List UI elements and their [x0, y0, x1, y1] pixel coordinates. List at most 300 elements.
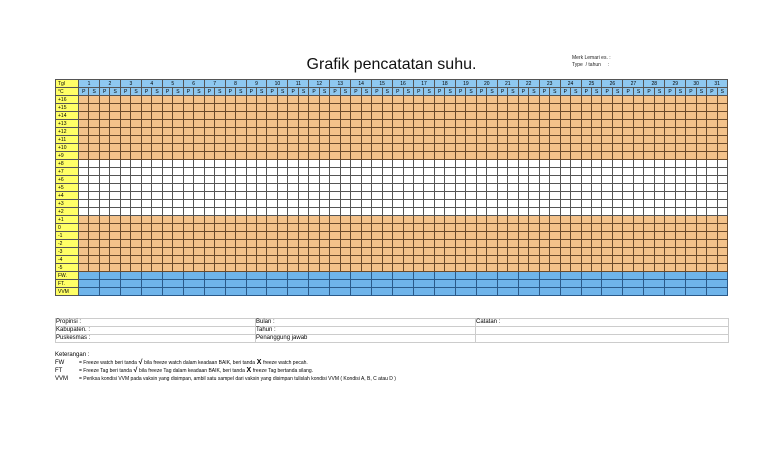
temperature-cell[interactable]	[372, 248, 382, 256]
temperature-cell[interactable]	[382, 184, 392, 192]
temperature-cell[interactable]	[591, 224, 601, 232]
temperature-cell[interactable]	[288, 136, 298, 144]
temperature-cell[interactable]	[539, 184, 549, 192]
temperature-cell[interactable]	[99, 248, 109, 256]
temperature-cell[interactable]	[99, 136, 109, 144]
temperature-cell[interactable]	[110, 192, 120, 200]
temperature-cell[interactable]	[225, 208, 235, 216]
temperature-cell[interactable]	[529, 120, 539, 128]
temperature-cell[interactable]	[162, 232, 172, 240]
temperature-cell[interactable]	[633, 128, 643, 136]
temperature-cell[interactable]	[571, 136, 581, 144]
temperature-cell[interactable]	[361, 216, 371, 224]
temperature-cell[interactable]	[236, 184, 246, 192]
temperature-cell[interactable]	[707, 248, 717, 256]
temperature-cell[interactable]	[110, 176, 120, 184]
temperature-cell[interactable]	[256, 120, 266, 128]
temperature-cell[interactable]	[246, 152, 256, 160]
temperature-cell[interactable]	[288, 224, 298, 232]
temperature-cell[interactable]	[581, 264, 591, 272]
temperature-cell[interactable]	[183, 152, 193, 160]
indicator-cell[interactable]	[141, 272, 162, 280]
temperature-cell[interactable]	[602, 256, 612, 264]
temperature-cell[interactable]	[361, 152, 371, 160]
temperature-cell[interactable]	[309, 264, 319, 272]
temperature-cell[interactable]	[403, 240, 413, 248]
temperature-cell[interactable]	[434, 192, 444, 200]
temperature-cell[interactable]	[215, 160, 225, 168]
temperature-cell[interactable]	[445, 144, 455, 152]
temperature-cell[interactable]	[330, 216, 340, 224]
temperature-cell[interactable]	[99, 264, 109, 272]
temperature-cell[interactable]	[215, 240, 225, 248]
temperature-cell[interactable]	[141, 104, 151, 112]
temperature-cell[interactable]	[225, 104, 235, 112]
temperature-cell[interactable]	[581, 200, 591, 208]
temperature-cell[interactable]	[393, 224, 403, 232]
temperature-cell[interactable]	[162, 168, 172, 176]
temperature-cell[interactable]	[560, 200, 570, 208]
indicator-cell[interactable]	[309, 280, 330, 288]
temperature-cell[interactable]	[696, 256, 706, 264]
temperature-cell[interactable]	[508, 256, 518, 264]
temperature-cell[interactable]	[319, 232, 329, 240]
temperature-cell[interactable]	[508, 248, 518, 256]
temperature-cell[interactable]	[665, 120, 675, 128]
temperature-cell[interactable]	[225, 168, 235, 176]
temperature-cell[interactable]	[581, 144, 591, 152]
temperature-cell[interactable]	[633, 264, 643, 272]
temperature-cell[interactable]	[89, 256, 99, 264]
temperature-cell[interactable]	[141, 136, 151, 144]
indicator-cell[interactable]	[99, 288, 120, 296]
temperature-cell[interactable]	[476, 216, 486, 224]
temperature-cell[interactable]	[518, 248, 528, 256]
temperature-cell[interactable]	[508, 144, 518, 152]
temperature-cell[interactable]	[246, 136, 256, 144]
temperature-cell[interactable]	[571, 112, 581, 120]
temperature-cell[interactable]	[99, 176, 109, 184]
temperature-cell[interactable]	[256, 232, 266, 240]
temperature-cell[interactable]	[215, 112, 225, 120]
temperature-cell[interactable]	[550, 216, 560, 224]
temperature-cell[interactable]	[518, 200, 528, 208]
temperature-cell[interactable]	[675, 128, 685, 136]
temperature-cell[interactable]	[120, 216, 130, 224]
temperature-cell[interactable]	[183, 136, 193, 144]
temperature-cell[interactable]	[539, 152, 549, 160]
temperature-cell[interactable]	[434, 256, 444, 264]
temperature-cell[interactable]	[110, 232, 120, 240]
temperature-cell[interactable]	[696, 160, 706, 168]
temperature-cell[interactable]	[131, 232, 141, 240]
temperature-cell[interactable]	[539, 104, 549, 112]
temperature-cell[interactable]	[340, 96, 350, 104]
temperature-cell[interactable]	[455, 184, 465, 192]
temperature-cell[interactable]	[686, 96, 696, 104]
temperature-cell[interactable]	[99, 200, 109, 208]
indicator-cell[interactable]	[602, 288, 623, 296]
temperature-cell[interactable]	[277, 104, 287, 112]
temperature-cell[interactable]	[623, 200, 633, 208]
temperature-cell[interactable]	[194, 136, 204, 144]
temperature-cell[interactable]	[215, 264, 225, 272]
temperature-cell[interactable]	[623, 256, 633, 264]
temperature-cell[interactable]	[696, 248, 706, 256]
temperature-cell[interactable]	[382, 96, 392, 104]
indicator-cell[interactable]	[476, 272, 497, 280]
indicator-cell[interactable]	[560, 288, 581, 296]
temperature-cell[interactable]	[288, 200, 298, 208]
temperature-cell[interactable]	[602, 176, 612, 184]
temperature-cell[interactable]	[707, 208, 717, 216]
temperature-cell[interactable]	[194, 216, 204, 224]
temperature-cell[interactable]	[571, 240, 581, 248]
temperature-cell[interactable]	[665, 176, 675, 184]
temperature-cell[interactable]	[560, 112, 570, 120]
temperature-cell[interactable]	[581, 184, 591, 192]
temperature-cell[interactable]	[476, 104, 486, 112]
temperature-cell[interactable]	[612, 128, 622, 136]
temperature-cell[interactable]	[89, 192, 99, 200]
temperature-cell[interactable]	[194, 240, 204, 248]
indicator-cell[interactable]	[162, 272, 183, 280]
temperature-cell[interactable]	[508, 128, 518, 136]
temperature-cell[interactable]	[445, 128, 455, 136]
temperature-cell[interactable]	[445, 112, 455, 120]
temperature-cell[interactable]	[351, 192, 361, 200]
temperature-cell[interactable]	[445, 120, 455, 128]
temperature-cell[interactable]	[403, 192, 413, 200]
temperature-cell[interactable]	[633, 248, 643, 256]
temperature-cell[interactable]	[466, 232, 476, 240]
temperature-cell[interactable]	[466, 264, 476, 272]
temperature-cell[interactable]	[675, 176, 685, 184]
temperature-cell[interactable]	[686, 256, 696, 264]
temperature-cell[interactable]	[351, 128, 361, 136]
temperature-cell[interactable]	[686, 184, 696, 192]
temperature-cell[interactable]	[497, 256, 507, 264]
temperature-cell[interactable]	[89, 96, 99, 104]
temperature-cell[interactable]	[518, 168, 528, 176]
temperature-cell[interactable]	[141, 200, 151, 208]
temperature-cell[interactable]	[539, 216, 549, 224]
temperature-cell[interactable]	[372, 104, 382, 112]
temperature-cell[interactable]	[309, 208, 319, 216]
temperature-cell[interactable]	[707, 224, 717, 232]
temperature-cell[interactable]	[414, 256, 424, 264]
temperature-cell[interactable]	[466, 136, 476, 144]
temperature-cell[interactable]	[675, 240, 685, 248]
temperature-cell[interactable]	[204, 160, 214, 168]
temperature-cell[interactable]	[79, 208, 89, 216]
temperature-cell[interactable]	[539, 192, 549, 200]
temperature-cell[interactable]	[560, 96, 570, 104]
indicator-cell[interactable]	[162, 288, 183, 296]
temperature-cell[interactable]	[403, 128, 413, 136]
temperature-cell[interactable]	[633, 216, 643, 224]
temperature-cell[interactable]	[372, 160, 382, 168]
temperature-cell[interactable]	[131, 104, 141, 112]
temperature-cell[interactable]	[298, 112, 308, 120]
temperature-cell[interactable]	[277, 136, 287, 144]
temperature-cell[interactable]	[717, 152, 727, 160]
temperature-cell[interactable]	[330, 104, 340, 112]
temperature-cell[interactable]	[654, 96, 664, 104]
temperature-cell[interactable]	[654, 248, 664, 256]
temperature-cell[interactable]	[602, 144, 612, 152]
temperature-cell[interactable]	[654, 200, 664, 208]
temperature-cell[interactable]	[152, 120, 162, 128]
temperature-cell[interactable]	[99, 192, 109, 200]
temperature-cell[interactable]	[89, 208, 99, 216]
temperature-cell[interactable]	[120, 160, 130, 168]
temperature-cell[interactable]	[393, 200, 403, 208]
indicator-cell[interactable]	[246, 280, 267, 288]
temperature-cell[interactable]	[717, 256, 727, 264]
temperature-cell[interactable]	[267, 224, 277, 232]
temperature-cell[interactable]	[393, 184, 403, 192]
temperature-cell[interactable]	[236, 208, 246, 216]
temperature-cell[interactable]	[686, 200, 696, 208]
temperature-cell[interactable]	[529, 192, 539, 200]
temperature-cell[interactable]	[351, 176, 361, 184]
indicator-cell[interactable]	[644, 272, 665, 280]
temperature-cell[interactable]	[152, 128, 162, 136]
temperature-cell[interactable]	[665, 208, 675, 216]
temperature-cell[interactable]	[173, 128, 183, 136]
temperature-cell[interactable]	[414, 152, 424, 160]
temperature-cell[interactable]	[131, 216, 141, 224]
temperature-cell[interactable]	[665, 216, 675, 224]
temperature-cell[interactable]	[131, 184, 141, 192]
temperature-cell[interactable]	[675, 152, 685, 160]
temperature-cell[interactable]	[529, 136, 539, 144]
temperature-cell[interactable]	[602, 240, 612, 248]
temperature-cell[interactable]	[319, 240, 329, 248]
temperature-cell[interactable]	[602, 224, 612, 232]
temperature-cell[interactable]	[591, 160, 601, 168]
temperature-cell[interactable]	[497, 208, 507, 216]
indicator-cell[interactable]	[497, 280, 518, 288]
temperature-cell[interactable]	[633, 152, 643, 160]
temperature-cell[interactable]	[591, 264, 601, 272]
temperature-cell[interactable]	[581, 152, 591, 160]
temperature-cell[interactable]	[131, 176, 141, 184]
temperature-cell[interactable]	[539, 240, 549, 248]
temperature-cell[interactable]	[497, 112, 507, 120]
temperature-cell[interactable]	[183, 104, 193, 112]
temperature-cell[interactable]	[434, 232, 444, 240]
temperature-cell[interactable]	[696, 240, 706, 248]
temperature-cell[interactable]	[550, 200, 560, 208]
temperature-cell[interactable]	[120, 112, 130, 120]
temperature-cell[interactable]	[539, 208, 549, 216]
temperature-cell[interactable]	[288, 208, 298, 216]
temperature-cell[interactable]	[372, 184, 382, 192]
temperature-cell[interactable]	[591, 136, 601, 144]
temperature-cell[interactable]	[591, 232, 601, 240]
temperature-cell[interactable]	[550, 96, 560, 104]
temperature-cell[interactable]	[466, 216, 476, 224]
indicator-cell[interactable]	[183, 288, 204, 296]
temperature-cell[interactable]	[382, 256, 392, 264]
temperature-cell[interactable]	[581, 216, 591, 224]
temperature-cell[interactable]	[581, 256, 591, 264]
temperature-cell[interactable]	[508, 152, 518, 160]
temperature-cell[interactable]	[508, 216, 518, 224]
temperature-cell[interactable]	[487, 104, 497, 112]
temperature-cell[interactable]	[717, 264, 727, 272]
temperature-cell[interactable]	[414, 168, 424, 176]
temperature-cell[interactable]	[644, 144, 654, 152]
temperature-cell[interactable]	[236, 232, 246, 240]
temperature-cell[interactable]	[99, 152, 109, 160]
temperature-cell[interactable]	[696, 152, 706, 160]
temperature-cell[interactable]	[277, 144, 287, 152]
temperature-cell[interactable]	[361, 136, 371, 144]
temperature-cell[interactable]	[309, 176, 319, 184]
temperature-cell[interactable]	[644, 136, 654, 144]
temperature-cell[interactable]	[393, 216, 403, 224]
temperature-cell[interactable]	[183, 160, 193, 168]
temperature-cell[interactable]	[236, 128, 246, 136]
temperature-cell[interactable]	[330, 152, 340, 160]
temperature-cell[interactable]	[372, 120, 382, 128]
temperature-cell[interactable]	[183, 120, 193, 128]
temperature-cell[interactable]	[602, 248, 612, 256]
temperature-cell[interactable]	[707, 184, 717, 192]
temperature-cell[interactable]	[382, 200, 392, 208]
temperature-cell[interactable]	[236, 144, 246, 152]
indicator-cell[interactable]	[581, 288, 602, 296]
catatan-field[interactable]: Catatan :	[476, 319, 729, 327]
temperature-cell[interactable]	[120, 136, 130, 144]
temperature-cell[interactable]	[393, 104, 403, 112]
temperature-cell[interactable]	[581, 232, 591, 240]
temperature-cell[interactable]	[665, 192, 675, 200]
temperature-cell[interactable]	[476, 232, 486, 240]
temperature-cell[interactable]	[633, 160, 643, 168]
temperature-cell[interactable]	[267, 144, 277, 152]
temperature-cell[interactable]	[173, 168, 183, 176]
temperature-cell[interactable]	[298, 224, 308, 232]
indicator-cell[interactable]	[414, 288, 435, 296]
indicator-cell[interactable]	[330, 280, 351, 288]
temperature-cell[interactable]	[529, 176, 539, 184]
temperature-cell[interactable]	[361, 248, 371, 256]
temperature-cell[interactable]	[591, 200, 601, 208]
temperature-cell[interactable]	[487, 208, 497, 216]
temperature-cell[interactable]	[602, 184, 612, 192]
temperature-cell[interactable]	[277, 200, 287, 208]
temperature-cell[interactable]	[256, 256, 266, 264]
temperature-cell[interactable]	[476, 96, 486, 104]
temperature-cell[interactable]	[361, 200, 371, 208]
indicator-cell[interactable]	[623, 272, 644, 280]
temperature-cell[interactable]	[236, 216, 246, 224]
temperature-cell[interactable]	[382, 128, 392, 136]
temperature-cell[interactable]	[571, 160, 581, 168]
temperature-cell[interactable]	[414, 232, 424, 240]
temperature-cell[interactable]	[309, 192, 319, 200]
temperature-cell[interactable]	[581, 104, 591, 112]
temperature-cell[interactable]	[560, 248, 570, 256]
temperature-cell[interactable]	[466, 112, 476, 120]
temperature-cell[interactable]	[225, 232, 235, 240]
temperature-cell[interactable]	[529, 256, 539, 264]
indicator-cell[interactable]	[455, 280, 476, 288]
temperature-cell[interactable]	[382, 104, 392, 112]
temperature-cell[interactable]	[518, 112, 528, 120]
temperature-cell[interactable]	[194, 264, 204, 272]
temperature-cell[interactable]	[267, 184, 277, 192]
temperature-cell[interactable]	[612, 144, 622, 152]
temperature-cell[interactable]	[372, 128, 382, 136]
temperature-cell[interactable]	[319, 208, 329, 216]
temperature-cell[interactable]	[215, 128, 225, 136]
temperature-cell[interactable]	[99, 112, 109, 120]
temperature-cell[interactable]	[361, 160, 371, 168]
temperature-cell[interactable]	[497, 128, 507, 136]
temperature-cell[interactable]	[319, 248, 329, 256]
temperature-cell[interactable]	[550, 144, 560, 152]
temperature-cell[interactable]	[298, 184, 308, 192]
temperature-cell[interactable]	[256, 112, 266, 120]
temperature-cell[interactable]	[236, 168, 246, 176]
temperature-cell[interactable]	[434, 136, 444, 144]
temperature-cell[interactable]	[288, 160, 298, 168]
temperature-cell[interactable]	[707, 216, 717, 224]
temperature-cell[interactable]	[403, 232, 413, 240]
temperature-cell[interactable]	[476, 184, 486, 192]
temperature-cell[interactable]	[372, 112, 382, 120]
temperature-cell[interactable]	[644, 120, 654, 128]
temperature-cell[interactable]	[518, 104, 528, 112]
temperature-cell[interactable]	[246, 208, 256, 216]
temperature-cell[interactable]	[434, 208, 444, 216]
temperature-cell[interactable]	[414, 240, 424, 248]
temperature-cell[interactable]	[267, 176, 277, 184]
temperature-cell[interactable]	[215, 168, 225, 176]
temperature-cell[interactable]	[256, 152, 266, 160]
temperature-cell[interactable]	[89, 136, 99, 144]
temperature-cell[interactable]	[591, 248, 601, 256]
temperature-cell[interactable]	[330, 176, 340, 184]
temperature-cell[interactable]	[204, 112, 214, 120]
indicator-cell[interactable]	[330, 288, 351, 296]
temperature-cell[interactable]	[571, 104, 581, 112]
temperature-cell[interactable]	[476, 176, 486, 184]
temperature-cell[interactable]	[298, 136, 308, 144]
temperature-cell[interactable]	[455, 176, 465, 184]
temperature-cell[interactable]	[707, 232, 717, 240]
temperature-cell[interactable]	[277, 208, 287, 216]
temperature-cell[interactable]	[665, 128, 675, 136]
temperature-cell[interactable]	[560, 152, 570, 160]
temperature-cell[interactable]	[110, 184, 120, 192]
temperature-cell[interactable]	[686, 120, 696, 128]
temperature-cell[interactable]	[79, 224, 89, 232]
temperature-cell[interactable]	[162, 264, 172, 272]
temperature-cell[interactable]	[393, 256, 403, 264]
temperature-cell[interactable]	[361, 224, 371, 232]
temperature-cell[interactable]	[591, 144, 601, 152]
temperature-cell[interactable]	[414, 224, 424, 232]
temperature-cell[interactable]	[414, 136, 424, 144]
temperature-cell[interactable]	[89, 200, 99, 208]
temperature-cell[interactable]	[560, 128, 570, 136]
